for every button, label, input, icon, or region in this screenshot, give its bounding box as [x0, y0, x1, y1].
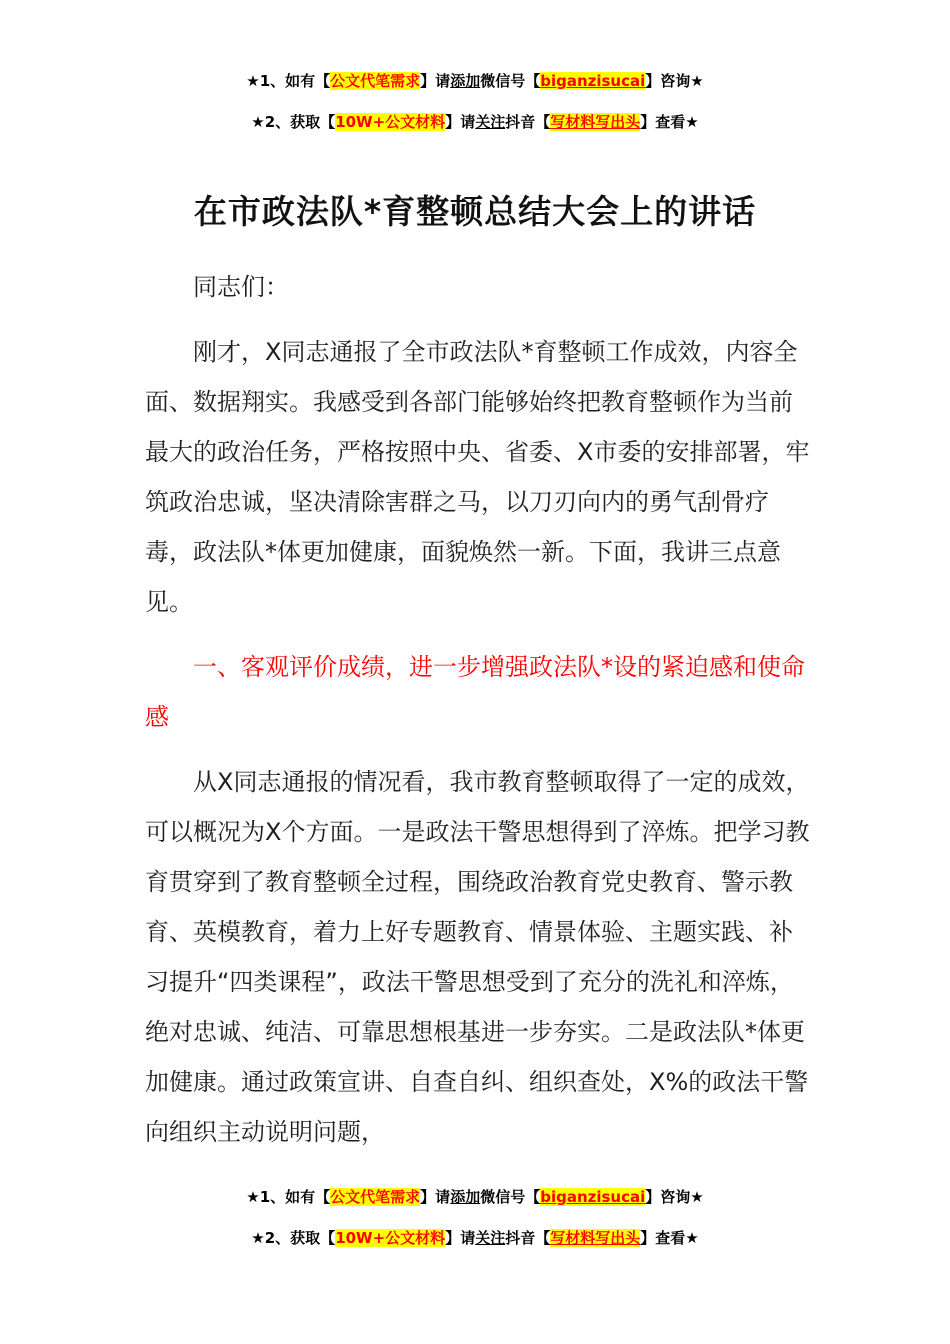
banner-text: 抖音【: [505, 1229, 551, 1247]
banner-highlight: 10W+公文材料: [335, 1229, 446, 1247]
banner-text: ★1、如有【: [246, 72, 331, 90]
banner-underlined-text: 添加: [450, 72, 481, 90]
banner-text: 】查看★: [640, 1229, 699, 1247]
banner-text: 】查看★: [640, 113, 699, 131]
banner-douyin-id: 写材料写出头: [550, 1229, 641, 1247]
banner-underlined-text: 关注: [475, 1229, 506, 1247]
salutation: 同志们：: [193, 273, 289, 301]
document-title: 在市政法队*育整顿总结大会上的讲话: [193, 192, 757, 231]
banner-text: 】请: [445, 1229, 476, 1247]
banner-wechat-id: biganzisucai: [540, 1188, 646, 1206]
banner-text: 微信号【: [480, 72, 541, 90]
banner-text: ★2、获取【: [251, 1229, 336, 1247]
banner-text: 抖音【: [505, 113, 551, 131]
banner-text: 微信号【: [480, 1188, 541, 1206]
footer-banner-line-1: [0, 1187, 950, 1207]
banner-wechat-id: biganzisucai: [540, 72, 646, 90]
banner-highlight: 公文代笔需求: [330, 1188, 421, 1206]
banner-text: 】请: [420, 72, 451, 90]
paragraph-1: 刚才，X同志通报了全市政法队*育整顿工作成效，内容全面、数据翔实。我感受到各部门能够始终把教育整顿作为当前最大的政治任务，严格按照中央、省委、X市委的安排部署，牢筑政治忠诚，坚决清除害群之马，以刀刃向内的勇气刮骨疗毒，政法队*体更加健康，面貌焕然一新。下面，我讲三点意见。: [145, 338, 810, 616]
banner-highlight: 公文代笔需求: [330, 72, 421, 90]
banner-text: ★1、如有【: [246, 1188, 331, 1206]
banner-highlight: 10W+公文材料: [335, 113, 446, 131]
header-banner-line-2: [0, 112, 950, 132]
banner-underlined-text: 关注: [475, 113, 506, 131]
banner-text: ★2、获取【: [251, 113, 336, 131]
header-banner-line-1: [0, 71, 950, 91]
section-heading-1: 一、客观评价成绩，进一步增强政法队*设的紧迫感和使命感: [145, 653, 805, 731]
banner-text: 】咨询★: [645, 1188, 704, 1206]
banner-text: 】请: [445, 113, 476, 131]
banner-text: 】请: [420, 1188, 451, 1206]
banner-underlined-text: 添加: [450, 1188, 481, 1206]
footer-banner-line-2: [0, 1228, 950, 1248]
paragraph-2: 从X同志通报的情况看，我市教育整顿取得了一定的成效，可以概况为X个方面。一是政法干警思想得到了淬炼。把学习教育贯穿到了教育整顿全过程，围绕政治教育党史教育、警示教育、英模教育，着力上好专题教育、情景体验、主题实践、补习提升“四类课程”，政法干警思想受到了充分的洗礼和淬炼，绝对忠诚、纯洁、可靠思想根基进一步夯实。二是政法队*体更加健康。通过政策宣讲、自查自纠、组织查处，X%的政法干警向组织主动说明问题，: [145, 768, 810, 1146]
banner-douyin-id: 写材料写出头: [550, 113, 641, 131]
banner-text: 】咨询★: [645, 72, 704, 90]
document-body: [145, 262, 813, 1157]
